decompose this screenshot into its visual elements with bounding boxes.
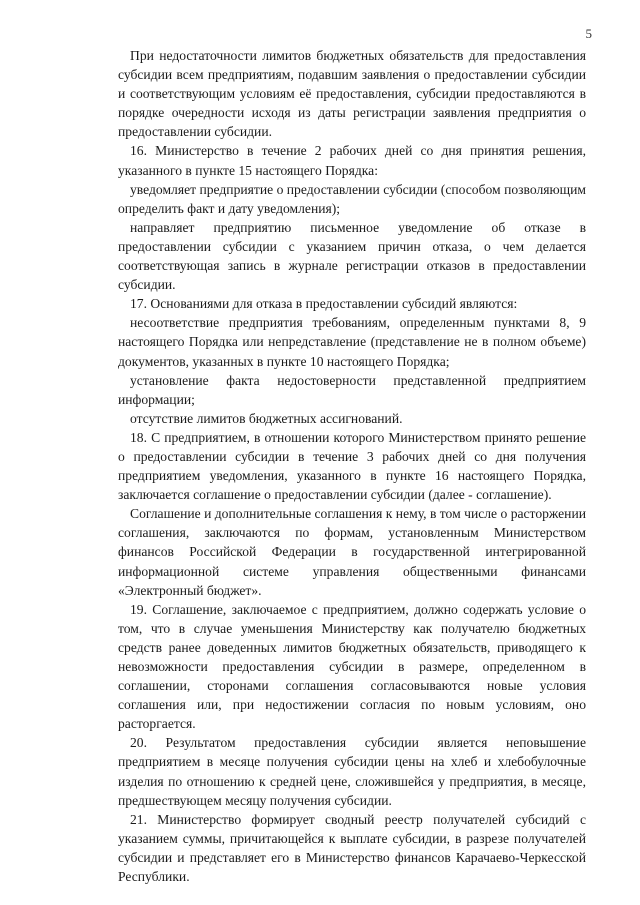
paragraph-17-no-limits: отсутствие лимитов бюджетных ассигнований.: [130, 410, 403, 426]
paragraph-18-forms: Соглашение и дополнительные соглашения к нему, в том числе о расторжении соглашения, заключаются по формам, установленным Министерством финансов Российской Федерации в государственной интегрированной информационной системе управления общественными финансами «Электронный бюджет».: [118, 506, 586, 598]
paragraph-19: 19. Соглашение, заключаемое с предприятием, должно содержать условие о том, что в случае уменьшения Министерству как получателю бюджетных средств ранее доведенных лимитов бюджетных обязательств, приводящего к невозможности предоставления субсидии в размере, определенном в соглашении, сторонами соглашения согласовываются новые условия соглашения или, при недостижении согласия по новым условиям, оно расторгается.: [118, 601, 586, 732]
paragraph-subsidy-shortage: При недостаточности лимитов бюджетных обязательств для предоставления субсидии всем предприятиям, подавшим заявления о предоставлении субсидии и соответствующим условиям её предоставления, субсидии предоставляются в порядке очередности исходя из даты регистрации заявления предприятия о предоставлении субсидии.: [118, 48, 586, 140]
paragraph-20: 20. Результатом предоставления субсидии является неповышение предприятием в месяце получения субсидии цены на хлеб и хлебобулочные изделия по отношению к средней цене, сложившейся у предприятия, в месяце, предшествующем месяцу получения субсидии.: [118, 735, 586, 808]
paragraph-16-refusal: направляет предприятию письменное уведомление об отказе в предоставлении субсидии с указанием причин отказа, о чем делается соответствующая запись в журнале регистрации отказов в предоставлении субсидии.: [118, 219, 586, 293]
paragraph-16-notify: уведомляет предприятие о предоставлении субсидии (способом позволяющим определить факт и дату уведомления);: [118, 181, 586, 216]
paragraph-17-false-info: установление факта недостоверности представленной предприятием информации;: [118, 372, 586, 407]
page-number: 5: [585, 26, 592, 41]
paragraph-17: 17. Основаниями для отказа в предоставлении субсидий являются:: [130, 296, 518, 312]
paragraph-17-noncompliance: несоответствие предприятия требованиям, определенным пунктами 8, 9 настоящего Порядка или непредставление (представление не в полном объеме) документов, указанных в пункте 10 настоящего Порядка;: [118, 315, 586, 369]
paragraph-18: 18. С предприятием, в отношении которого Министерством принято решение о предоставлении субсидии в течение 3 рабочих дней со дня получения предприятием уведомления, указанного в пункте 16 настоящего Порядка, заключается соглашение о предоставлении субсидии (далее - соглашение).: [118, 429, 586, 503]
paragraph-21: 21. Министерство формирует сводный реестр получателей субсидий с указанием суммы, причитающейся к выплате субсидии, в разрезе получателей субсидии и представляет его в Министерство финансов Карачаево-Черкесской Республики.: [118, 811, 586, 885]
document-body: [118, 46, 586, 886]
paragraph-16: 16. Министерство в течение 2 рабочих дней со дня принятия решения, указанного в пункте 15 настоящего Порядка:: [118, 143, 586, 178]
